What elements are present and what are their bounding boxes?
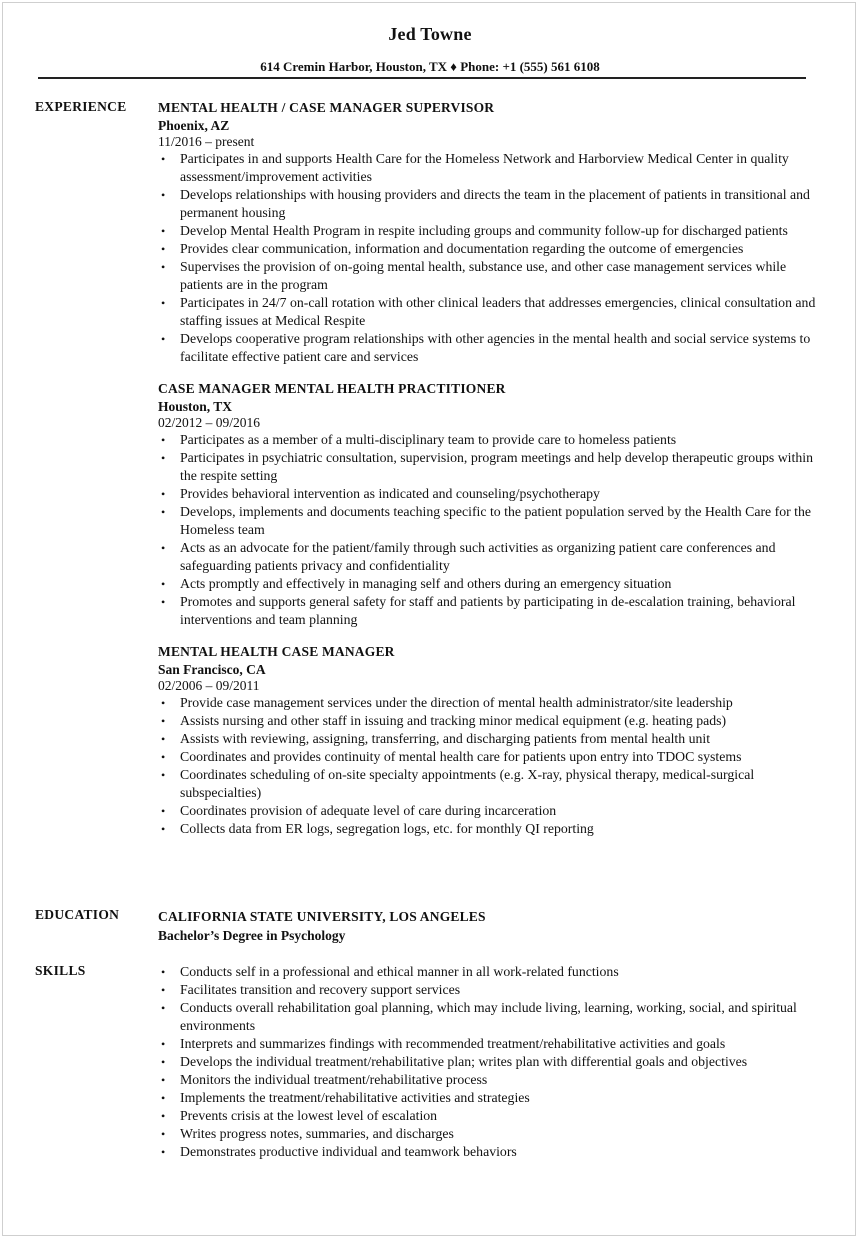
job-bullet: • Develops cooperative program relationships with other agencies in the mental health and social service systems to facilitate effective patient care and services [161, 331, 811, 364]
job-dates: 11/2016 – present [158, 134, 255, 149]
skills-heading: SKILLS [35, 963, 86, 978]
skill-item: • Monitors the individual treatment/rehabilitative process [161, 1072, 488, 1087]
education-school: CALIFORNIA STATE UNIVERSITY, LOS ANGELES [158, 909, 486, 924]
skill-item: • Demonstrates productive individual and teamwork behaviors [161, 1144, 517, 1159]
contact-line: 614 Cremin Harbor, Houston, TX ♦ Phone: +1 (555) 561 6108 [260, 59, 600, 74]
job-bullet: • Supervises the provision of on-going mental health, substance use, and other case management services while patients are in the program [161, 259, 787, 292]
skills-section [35, 963, 825, 1161]
job-bullet: • Participates in psychiatric consultation, supervision, program meetings and help develop therapeutic groups within the respite setting [161, 450, 813, 483]
skills-list [158, 963, 825, 1161]
job-dates: 02/2006 – 09/2011 [158, 678, 260, 693]
skill-item: • Develops the individual treatment/rehabilitative plan; writes plan with differential goals and objectives [161, 1054, 748, 1069]
education-section [35, 907, 825, 945]
education-degree: Bachelor’s Degree in Psychology [158, 928, 346, 943]
job-bullet: • Develop Mental Health Program in respite including groups and community follow-up for discharged patients [161, 223, 788, 238]
job-bullet: • Promotes and supports general safety for staff and patients by participating in de-escalation training, behavioral interventions and team planning [161, 594, 796, 627]
job-bullet: • Collects data from ER logs, segregation logs, etc. for monthly QI reporting [161, 821, 594, 836]
job-bullet: • Participates as a member of a multi-disciplinary team to provide care to homeless patients [161, 432, 677, 447]
job-bullet: • Coordinates and provides continuity of mental health care for patients upon entry into TDOC systems [161, 749, 742, 764]
resume-header [0, 24, 860, 45]
header-divider [38, 77, 806, 79]
skill-item: • Prevents crisis at the lowest level of escalation [161, 1108, 438, 1123]
skill-item: • Facilitates transition and recovery support services [161, 982, 461, 997]
job-bullet-list [158, 150, 825, 366]
job-bullet-list [158, 694, 825, 838]
experience-section [35, 99, 825, 852]
job-location: Phoenix, AZ [158, 118, 230, 133]
job-bullet: • Participates in and supports Health Care for the Homeless Network and Harborview Medical Center in quality assessment/improvement activities [161, 151, 789, 184]
job-bullet: • Provides behavioral intervention as indicated and counseling/psychotherapy [161, 486, 600, 501]
job-bullet: • Participates in 24/7 on-call rotation with other clinical leaders that addresses emergencies, clinical consultation and staffing issues at Medical Respite [161, 295, 816, 328]
skill-item: • Interprets and summarizes findings with recommended treatment/rehabilitative activities and goals [161, 1036, 726, 1051]
job-bullet: • Coordinates scheduling of on-site specialty appointments (e.g. X-ray, physical therapy, medical-surgical subspecialties) [161, 767, 755, 800]
job-bullet: • Assists with reviewing, assigning, transferring, and discharging patients from mental health unit [161, 731, 711, 746]
job-bullet: • Develops, implements and documents teaching specific to the patient population served by the Health Care for the Homeless team [161, 504, 812, 537]
job-title: MENTAL HEALTH / CASE MANAGER SUPERVISOR [158, 100, 495, 115]
skill-item: • Conducts self in a professional and ethical manner in all work-related functions [161, 964, 619, 979]
education-heading: EDUCATION [35, 907, 120, 922]
job-title: CASE MANAGER MENTAL HEALTH PRACTITIONER [158, 381, 506, 396]
job-bullet: • Coordinates provision of adequate level of care during incarceration [161, 803, 557, 818]
job-bullet-list [158, 431, 825, 629]
job-bullet: • Provides clear communication, information and documentation regarding the outcome of emergencies [161, 241, 744, 256]
job-bullet: • Acts as an advocate for the patient/family through such activities as organizing patient care conferences and safeguarding patients privacy and confidentiality [161, 540, 776, 573]
job-entry [158, 643, 825, 838]
skill-item: • Conducts overall rehabilitation goal planning, which may include living, learning, working, social, and spiritual environments [161, 1000, 797, 1033]
job-bullet: • Assists nursing and other staff in issuing and tracking minor medical equipment (e.g. heating pads) [161, 713, 727, 728]
job-location: Houston, TX [158, 399, 233, 414]
job-location: San Francisco, CA [158, 662, 266, 677]
job-bullet: • Develops relationships with housing providers and directs the team in the placement of patients in transitional and permanent housing [161, 187, 810, 220]
skill-item: • Writes progress notes, summaries, and discharges [161, 1126, 454, 1141]
candidate-name: Jed Towne [388, 24, 472, 44]
job-bullet: • Provide case management services under the direction of mental health administrator/site leadership [161, 695, 733, 710]
job-title: MENTAL HEALTH CASE MANAGER [158, 644, 395, 659]
job-bullet: • Acts promptly and effectively in managing self and others during an emergency situation [161, 576, 672, 591]
job-entry [158, 380, 825, 629]
job-entry [158, 99, 825, 366]
experience-heading: EXPERIENCE [35, 99, 127, 114]
skill-item: • Implements the treatment/rehabilitative activities and strategies [161, 1090, 530, 1105]
job-dates: 02/2012 – 09/2016 [158, 415, 261, 430]
